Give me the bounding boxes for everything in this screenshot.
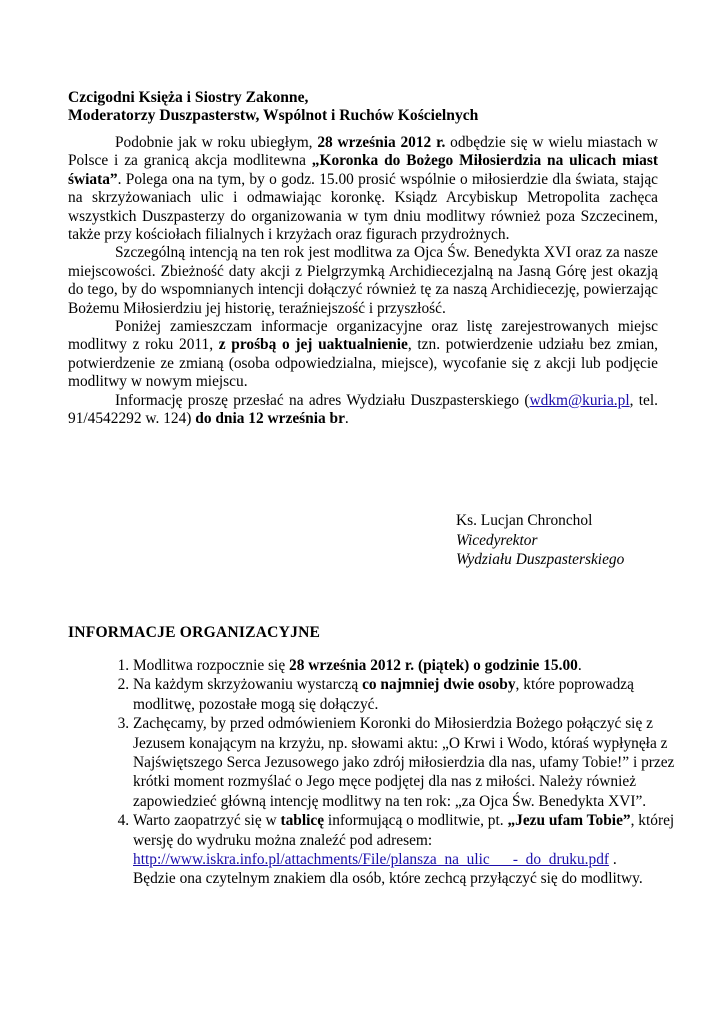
deadline: do dnia 12 września br (195, 410, 345, 428)
item-4-extra: Będzie ona czytelnym znakiem dla osób, które zechcą przyłączyć się do modlitwy. (133, 870, 643, 888)
event-date: 28 września 2012 r. (317, 134, 446, 151)
email-link[interactable]: wdkm@kuria.pl (529, 391, 630, 409)
list-item: 1. Modlitwa rozpocznie się 28 września 2012 r. (piątek) o godzinie 15.00. (133, 656, 683, 675)
paragraph-4: Informację proszę przesłać na adres Wydziału Duszpasterskiego (wdkm@kuria.pl, tel. 91/4542292 w. 124) do dnia 12 września br. (68, 391, 658, 428)
list-item: 4. Warto zaopatrzyć się w tablicę informującą o modlitwie, pt. „Jezu ufam Tobie”, której wersję do wydruku można znaleźć pod adresem: http://www.iskra.info.pl/attachments/File/plansza_na_ulic___-_do_druku.pdf . Będzie ona czytelnym znakiem dla osób, które zechcą przyłączyć się do modlitwy. (133, 811, 683, 889)
signature-department: Wydziału Duszpasterskiego (456, 551, 625, 568)
salutation-line-2: Moderatorzy Duszpasterstw, Wspólnot i Ruchów Kościelnych (68, 107, 479, 124)
letter-body (68, 134, 658, 429)
update-request: z prośbą o jej uaktualnienie (218, 336, 408, 354)
paragraph-1: Podobnie jak w roku ubiegłym, 28 września 2012 r. odbędzie się w wielu miastach w Polsce i za granicą akcja modlitewna „Koronka do Bożego Miłosierdzia na ulicach miast świata”. Polega ona na tym, by o godz. 15.00 prosić wspólnie o miłosierdzie dla świata, stając na skrzyżowaniach ulic i odmawiając koronkę. Ksiądz Arcybiskup Metropolita zachęca wszystkich Duszpasterzy do organizowania w tym dniu modlitwy również poza Szczecinem, także przy kościołach filialnych i krzyżach oraz figurach przydrożnych. (68, 134, 658, 244)
signature-role: Wicedyrektor (456, 531, 538, 549)
salutation-line-1: Czcigodni Księża i Siostry Zakonne, (68, 89, 309, 106)
signature (456, 511, 716, 570)
list-item: 3. Zachęcamy, by przed odmówieniem Koronki do Miłosierdzia Bożego połączyć się z Jezusem konającym na krzyżu, np. słowami aktu: „O Krwi i Wodo, któraś wypłynęła z Najświętszego Serca Jezusowego jako zdrój miłosierdzia dla nas, ufamy Tobie!” i przez krótki moment rozmyślać o Jego męce podjętej dla nas z miłości. Należy również zapowiedzieć główną intencję modlitwy na ten rok: „za Ojca Św. Benedykta XVI”. (133, 714, 683, 811)
list-item: 2. Na każdym skrzyżowaniu wystarczą co najmniej dwie osoby, które poprowadzą modlitwę, pozostałe mogą się dołączyć. (133, 675, 683, 714)
event-name: „Koronka do Bożego Miłosierdzia na ulicach miast świata” (68, 152, 658, 188)
section-title: INFORMACJE ORGANIZACYJNE (68, 624, 321, 641)
salutation (68, 89, 668, 125)
paragraph-2: Szczególną intencją na ten rok jest modlitwa za Ojca Św. Benedykta XVI oraz za nasze miejscowości. Zbieżność daty akcji z Pielgrzymką Archidiecezjalną na Jasną Górę jest okazją do tego, by do wspomnianych intencji dołączyć również tę za naszą Archidiecezję, powierzając Bożemu Miłosierdziu jej historię, teraźniejszość i przyszłość. (68, 244, 658, 317)
signature-name: Ks. Lucjan Chronchol (456, 512, 593, 529)
info-list (92, 656, 683, 889)
paragraph-3: Poniżej zamieszczam informacje organizacyjne oraz listę zarejestrowanych miejsc modlitwy z roku 2011, z prośbą o jej uaktualnienie, tzn. potwierdzenie udziału bez zmian, potwierdzenie ze zmianą (osoba odpowiedzialna, miejsce), wycofanie się z akcji lub podjęcie modlitwy w nowym miejscu. (68, 318, 658, 391)
download-link[interactable]: http://www.iskra.info.pl/attachments/File/plansza_na_ulic___-_do_druku.pdf (133, 851, 610, 869)
